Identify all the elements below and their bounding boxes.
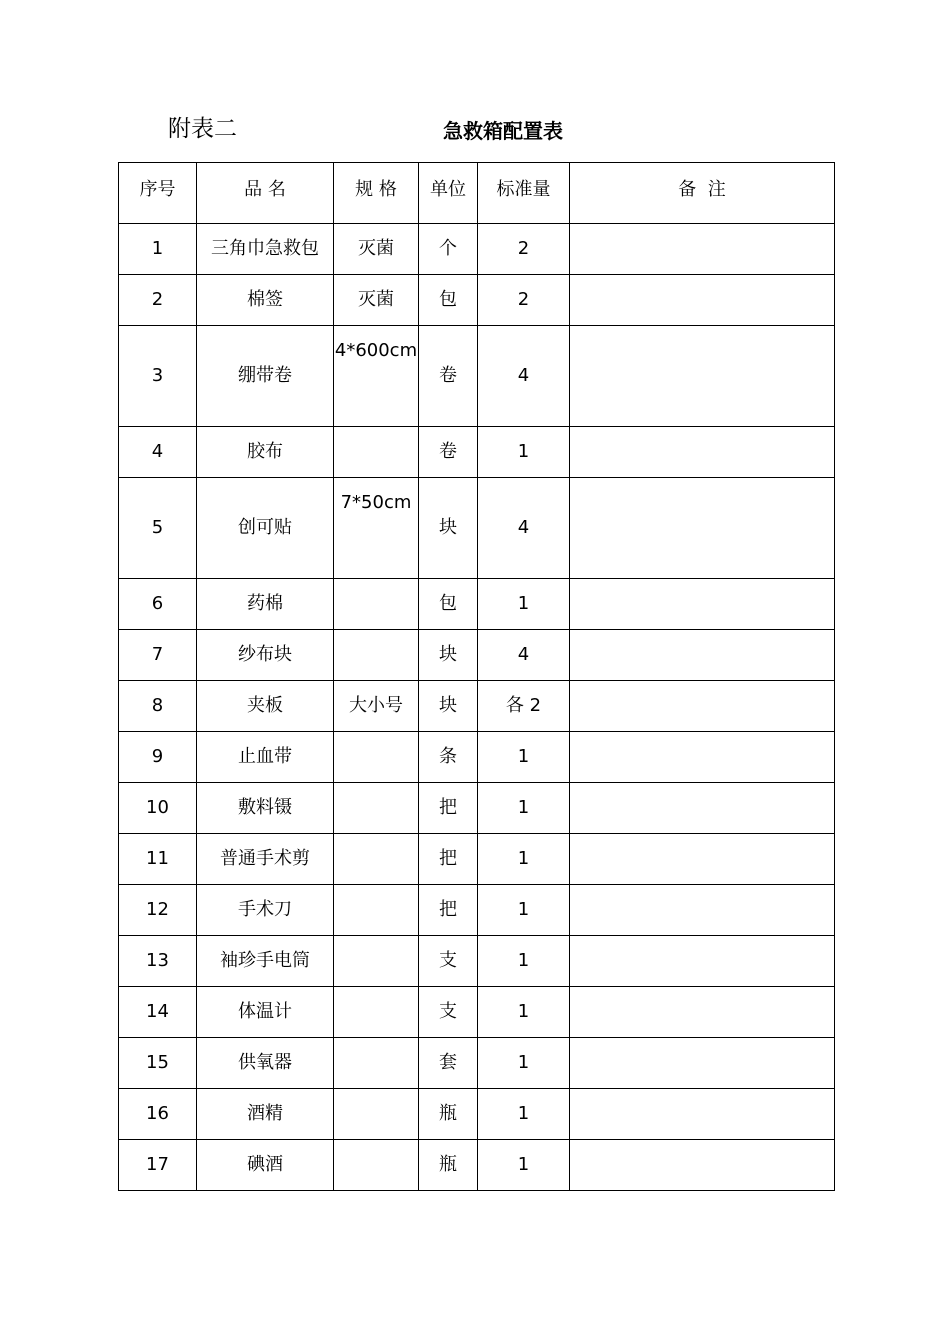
cell-unit: 个 (419, 224, 478, 275)
table-row (119, 936, 835, 987)
cell-name: 碘酒 (197, 1140, 334, 1191)
table-row (119, 224, 835, 275)
cell-no: 15 (119, 1038, 197, 1089)
cell-no: 3 (119, 326, 197, 427)
cell-name: 夹板 (197, 681, 334, 732)
column-header-name: 品 名 (197, 163, 334, 224)
table-row (119, 1140, 835, 1191)
table-row (119, 681, 835, 732)
cell-spec: 灭菌 (334, 224, 419, 275)
cell-unit: 包 (419, 275, 478, 326)
cell-note (570, 885, 835, 936)
cell-unit: 块 (419, 630, 478, 681)
cell-no: 1 (119, 224, 197, 275)
cell-spec: 大小号 (334, 681, 419, 732)
cell-spec (334, 885, 419, 936)
cell-no: 7 (119, 630, 197, 681)
cell-name: 袖珍手电筒 (197, 936, 334, 987)
cell-name: 普通手术剪 (197, 834, 334, 885)
table-body (119, 224, 835, 1191)
table-row (119, 885, 835, 936)
cell-spec (334, 630, 419, 681)
cell-unit: 把 (419, 834, 478, 885)
cell-unit: 包 (419, 579, 478, 630)
cell-spec (334, 1140, 419, 1191)
cell-unit: 套 (419, 1038, 478, 1089)
cell-name: 手术刀 (197, 885, 334, 936)
cell-unit: 卷 (419, 326, 478, 427)
cell-spec (334, 1089, 419, 1140)
cell-qty: 4 (478, 630, 570, 681)
cell-spec (334, 834, 419, 885)
table-row (119, 326, 835, 427)
cell-spec (334, 732, 419, 783)
cell-name: 三角巾急救包 (197, 224, 334, 275)
cell-note (570, 579, 835, 630)
cell-qty: 1 (478, 1089, 570, 1140)
cell-qty: 2 (478, 224, 570, 275)
cell-no: 4 (119, 427, 197, 478)
cell-note (570, 630, 835, 681)
table-row (119, 834, 835, 885)
cell-note (570, 681, 835, 732)
cell-note (570, 1140, 835, 1191)
cell-unit: 卷 (419, 427, 478, 478)
cell-qty: 4 (478, 478, 570, 579)
first-aid-kit-table (118, 162, 835, 1191)
cell-qty: 各 2 (478, 681, 570, 732)
cell-spec (334, 783, 419, 834)
cell-spec: 灭菌 (334, 275, 419, 326)
cell-spec (334, 987, 419, 1038)
cell-no: 8 (119, 681, 197, 732)
appendix-label: 附表二 (168, 116, 237, 142)
cell-spec: 4*600cm (334, 326, 419, 427)
cell-name: 酒精 (197, 1089, 334, 1140)
column-header-unit: 单位 (419, 163, 478, 224)
cell-qty: 2 (478, 275, 570, 326)
table-header-row (119, 163, 835, 224)
cell-name: 胶布 (197, 427, 334, 478)
cell-no: 5 (119, 478, 197, 579)
cell-note (570, 1038, 835, 1089)
cell-no: 6 (119, 579, 197, 630)
table-row (119, 579, 835, 630)
cell-name: 体温计 (197, 987, 334, 1038)
cell-no: 13 (119, 936, 197, 987)
cell-note (570, 275, 835, 326)
cell-qty: 1 (478, 936, 570, 987)
cell-note (570, 834, 835, 885)
cell-name: 绷带卷 (197, 326, 334, 427)
cell-spec (334, 1038, 419, 1089)
cell-note (570, 732, 835, 783)
cell-unit: 把 (419, 783, 478, 834)
cell-qty: 1 (478, 1038, 570, 1089)
cell-no: 12 (119, 885, 197, 936)
cell-name: 创可贴 (197, 478, 334, 579)
table-row (119, 732, 835, 783)
table-row (119, 783, 835, 834)
cell-no: 17 (119, 1140, 197, 1191)
cell-qty: 1 (478, 579, 570, 630)
cell-name: 供氧器 (197, 1038, 334, 1089)
table-row (119, 630, 835, 681)
cell-unit: 块 (419, 478, 478, 579)
cell-no: 10 (119, 783, 197, 834)
table-row (119, 427, 835, 478)
document-title: 急救箱配置表 (443, 119, 563, 143)
cell-unit: 块 (419, 681, 478, 732)
cell-spec (334, 936, 419, 987)
cell-qty: 1 (478, 427, 570, 478)
cell-name: 纱布块 (197, 630, 334, 681)
cell-no: 14 (119, 987, 197, 1038)
table-row (119, 478, 835, 579)
cell-spec: 7*50cm (334, 478, 419, 579)
cell-qty: 1 (478, 1140, 570, 1191)
cell-name: 敷料镊 (197, 783, 334, 834)
cell-unit: 瓶 (419, 1089, 478, 1140)
cell-qty: 1 (478, 732, 570, 783)
cell-qty: 1 (478, 885, 570, 936)
cell-note (570, 427, 835, 478)
column-header-note: 备 注 (570, 163, 835, 224)
table-row (119, 1089, 835, 1140)
column-header-qty: 标准量 (478, 163, 570, 224)
cell-note (570, 936, 835, 987)
cell-note (570, 326, 835, 427)
cell-name: 药棉 (197, 579, 334, 630)
cell-no: 2 (119, 275, 197, 326)
column-header-no: 序号 (119, 163, 197, 224)
cell-unit: 瓶 (419, 1140, 478, 1191)
cell-qty: 1 (478, 987, 570, 1038)
cell-no: 9 (119, 732, 197, 783)
cell-note (570, 1089, 835, 1140)
cell-note (570, 478, 835, 579)
column-header-spec: 规 格 (334, 163, 419, 224)
cell-unit: 支 (419, 987, 478, 1038)
cell-unit: 支 (419, 936, 478, 987)
cell-note (570, 783, 835, 834)
table-row (119, 275, 835, 326)
table-row (119, 1038, 835, 1089)
cell-no: 16 (119, 1089, 197, 1140)
cell-note (570, 987, 835, 1038)
cell-qty: 1 (478, 834, 570, 885)
cell-spec (334, 579, 419, 630)
table-row (119, 987, 835, 1038)
cell-note (570, 224, 835, 275)
cell-qty: 4 (478, 326, 570, 427)
cell-unit: 把 (419, 885, 478, 936)
cell-name: 止血带 (197, 732, 334, 783)
cell-no: 11 (119, 834, 197, 885)
cell-spec (334, 427, 419, 478)
cell-qty: 1 (478, 783, 570, 834)
cell-name: 棉签 (197, 275, 334, 326)
cell-unit: 条 (419, 732, 478, 783)
